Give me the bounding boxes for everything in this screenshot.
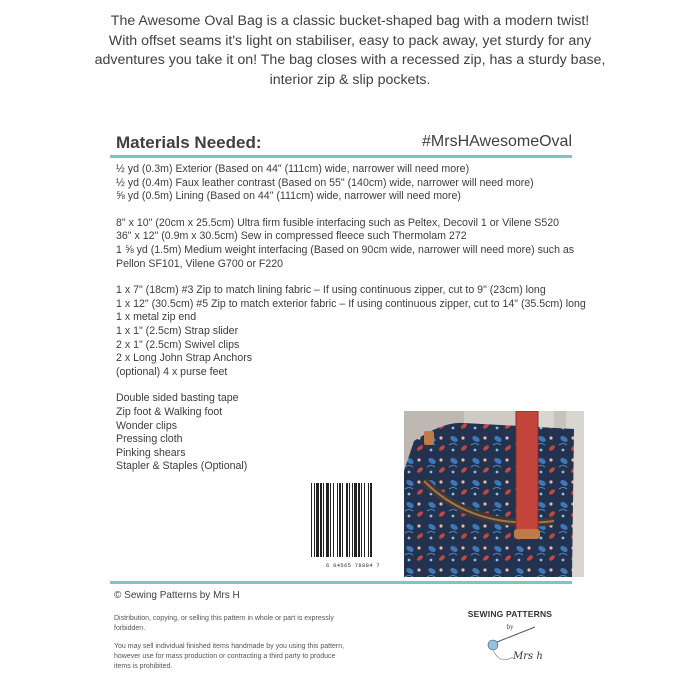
barcode-bar: [337, 483, 338, 557]
barcode-bar: [368, 483, 369, 557]
top-divider: [110, 155, 572, 158]
list-item: 1 x 12" (30.5cm) #5 Zip to match exterior fabric – If using continuous zipper, cut to 14" (35.5cm) long: [116, 297, 586, 310]
barcode-bar: [352, 483, 353, 557]
list-item: Double sided basting tape: [116, 392, 239, 405]
bag-photo-illustration: [404, 411, 584, 577]
barcode-bar: [311, 483, 312, 557]
needle-thread-icon: [455, 605, 565, 680]
barcode-bar: [361, 483, 362, 557]
list-item: Pinking shears: [116, 446, 186, 459]
barcode-bar: [370, 483, 372, 557]
barcode-bar: [342, 483, 343, 557]
barcode-bar: [354, 483, 357, 557]
list-item: 1 x 1" (2.5cm) Strap slider: [116, 324, 239, 337]
logo-signature: Mrs h: [513, 651, 543, 662]
list-item: ½ yd (0.3m) Exterior (Based on 44" (111cm) wide, narrower will need more): [116, 163, 470, 175]
bottom-divider: [110, 581, 572, 584]
barcode-bar: [326, 483, 329, 557]
barcode-bars: [305, 481, 401, 561]
barcode-bar: [320, 483, 322, 557]
barcode-bar: [330, 483, 331, 557]
list-item: 1 x metal zip end: [116, 311, 197, 324]
list-item: 2 x 1" (2.5cm) Swivel clips: [116, 338, 240, 351]
barcode-number: 6 04565 78884 7: [325, 562, 380, 569]
barcode-bar: [364, 483, 365, 557]
logo-title: SEWING PATTERNS: [467, 609, 553, 619]
list-item: 36" x 12" (0.9m x 30.5cm) Sew in compressed fleece such Thermolam 272: [116, 230, 467, 243]
list-item: Pressing cloth: [116, 433, 183, 446]
barcode-bar: [333, 483, 334, 557]
barcode: [305, 481, 401, 569]
list-item: ½ yd (0.4m) Faux leather contrast (Based on 55" (140cm) wide, narrower will need more): [116, 176, 534, 189]
list-item: 8" x 10" (20cm x 25.5cm) Ultra firm fusible interfacing such as Peltex, Decovil 1 or Vilene S520: [116, 216, 560, 229]
brand-logo: [455, 605, 565, 680]
intro-text: [90, 12, 610, 90]
legal-text-distribution: Distribution, copying, or selling this pattern in whole or part is expressly forbidden.: [114, 615, 334, 632]
list-item: Wonder clips: [116, 419, 178, 432]
list-item: Zip foot & Walking foot: [116, 405, 223, 418]
barcode-bar: [323, 483, 324, 557]
barcode-bar: [349, 483, 350, 557]
barcode-bar: [316, 483, 319, 557]
barcode-bar: [314, 483, 315, 557]
intro-line-1: The Awesome Oval Bag is a classic bucket-shaped bag with a modern twist!: [110, 13, 590, 29]
list-item: 2 x Long John Strap Anchors: [116, 352, 253, 365]
product-photo: [404, 411, 584, 577]
list-item: ⅝ yd (0.5m) Lining (Based on 44" (111cm) wide, narrower will need more): [116, 190, 461, 203]
barcode-bar: [339, 483, 341, 557]
list-item: (optional) 4 x purse feet: [116, 365, 228, 378]
hashtag: #MrsHAwesomeOval: [422, 133, 572, 150]
list-item: Stapler & Staples (Optional): [116, 460, 248, 473]
copyright-text: © Sewing Patterns by Mrs H: [114, 590, 240, 601]
legal-text-selling: You may sell individual finished items handmade by you using this pattern, however use for mass production or contracting a third party to produce items is prohibited.: [114, 643, 345, 670]
barcode-bar: [346, 483, 348, 557]
materials-title: Materials Needed:: [116, 133, 262, 152]
list-item: 1 x 7" (18cm) #3 Zip to match lining fabric – If using continuous zipper, cut to 9" (23cm) long: [116, 284, 546, 297]
barcode-bar: [358, 483, 360, 557]
list-item: 1 ⅝ yd (1.5m) Medium weight interfacing (Based on 90cm wide, narrower will need more) such as Pellon SF101, Vilene G700 or F220: [116, 243, 575, 270]
intro-line-2: With offset seams it's light on stabiliser, easy to pack away, yet sturdy for any adventures you take it on! The bag closes with a recessed zip, has a sturdy base, interior zip & slip pockets.: [94, 32, 606, 88]
logo-by: by: [506, 623, 514, 631]
